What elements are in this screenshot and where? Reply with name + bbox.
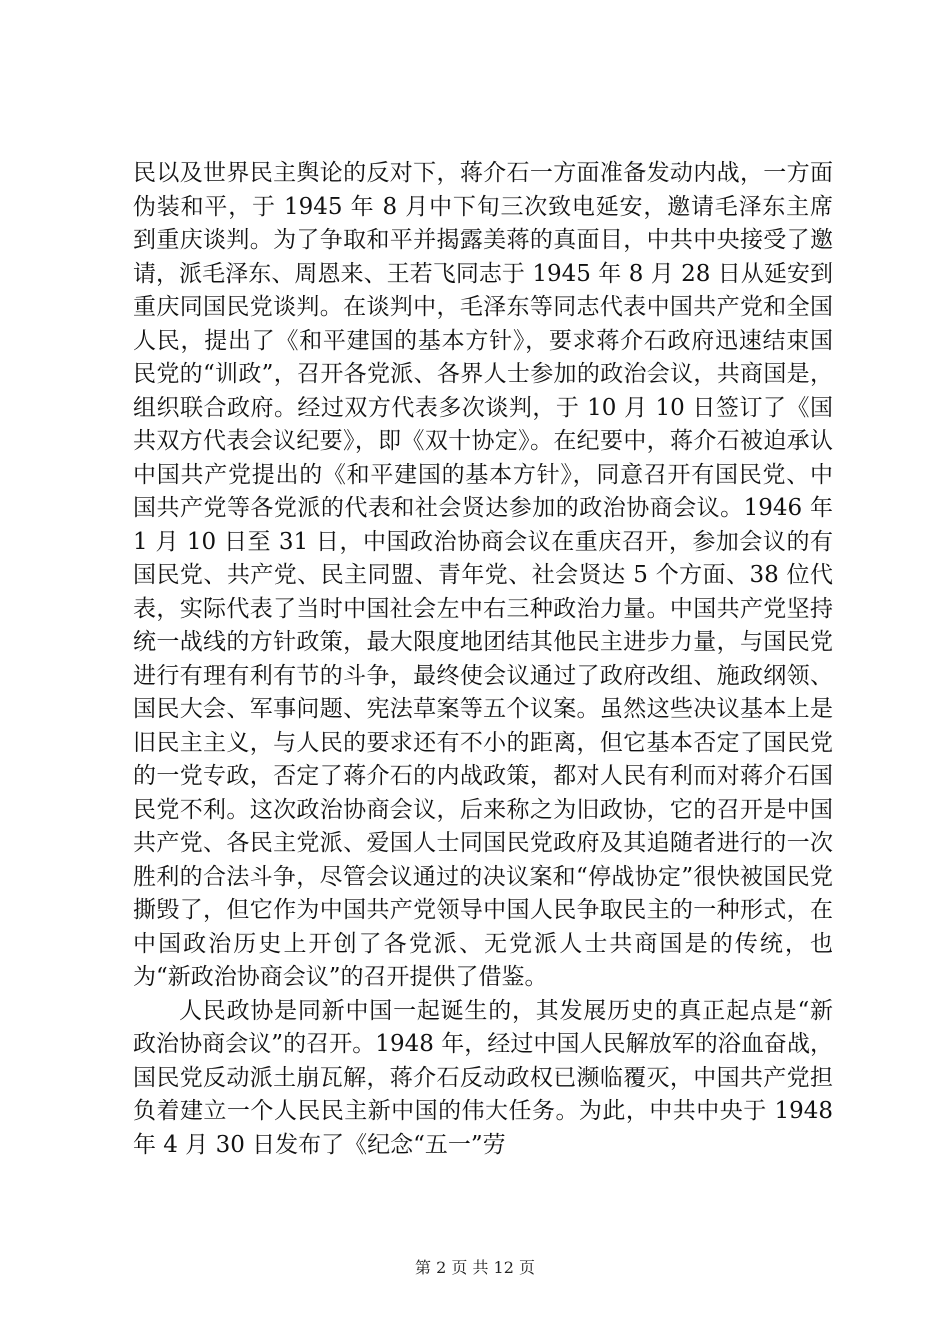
paragraph-new-cppcc-origin: 人民政协是同新中国一起诞生的，其发展历史的真正起点是“新政治协商会议”的召开。1948 年，经过中国人民解放军的浴血奋战，国民党反动派土崩瓦解，蒋介石反动政权已濒临覆灭，中国共产党担负着建立一个人民民主新中国的伟大任务。为此，中共中央于 1948 年 4 月 30 日发布了《纪念“五一”劳 (133, 997, 833, 1158)
document-body (133, 157, 833, 1162)
paragraph-history-old-cppcc: 民以及世界民主舆论的反对下，蒋介石一方面准备发动内战，一方面伪装和平，于 1945 年 8 月中下旬三次致电延安，邀请毛泽东主席到重庆谈判。为了争取和平并揭露美蒋的真面目，中共中央接受了邀请，派毛泽东、周恩来、王若飞同志于 1945 年 8 月 28 日从延安到重庆同国民党谈判。在谈判中，毛泽东等同志代表中国共产党和全国人民，提出了《和平建国的基本方针》，要求蒋介石政府迅速结束国民党的“训政”，召开各党派、各界人士参加的政治会议，共商国是，组织联合政府。经过双方代表多次谈判，于 10 月 10 日签订了《国共双方代表会议纪要》，即《双十协定》。在纪要中，蒋介石被迫承认中国共产党提出的《和平建国的基本方针》，同意召开有国民党、中国共产党等各党派的代表和社会贤达参加的政治协商会议。1946 年 1 月 10 日至 31 日，中国政治协商会议在重庆召开，参加会议的有国民党、共产党、民主同盟、青年党、社会贤达 5 个方面、38 位代表，实际代表了当时中国社会左中右三种政治力量。中国共产党坚持统一战线的方针政策，最大限度地团结其他民主进步力量，与国民党进行有理有利有节的斗争，最终使会议通过了政府改组、施政纲领、国民大会、军事问题、宪法草案等五个议案。虽然这些决议基本上是旧民主主义，与人民的要求还有不小的距离，但它基本否定了国民党的一党专政，否定了蒋介石的内战政策，都对人民有利而对蒋介石国民党不利。这次政治协商会议，后来称之为旧政协，它的召开是中国共产党、各民主党派、爱国人士同国民党政府及其追随者进行的一次胜利的合法斗争，尽管会议通过的决议案和“停战协定”很快被国民党撕毁了，但它作为中国共产党领导中国人民争取民主的一种形式，在中国政治历史上开创了各党派、无党派人士共商国是的传统，也为“新政治协商会议”的召开提供了借鉴。 (133, 160, 833, 990)
page-number-footer: 第 2 页 共 12 页 (415, 1258, 535, 1277)
